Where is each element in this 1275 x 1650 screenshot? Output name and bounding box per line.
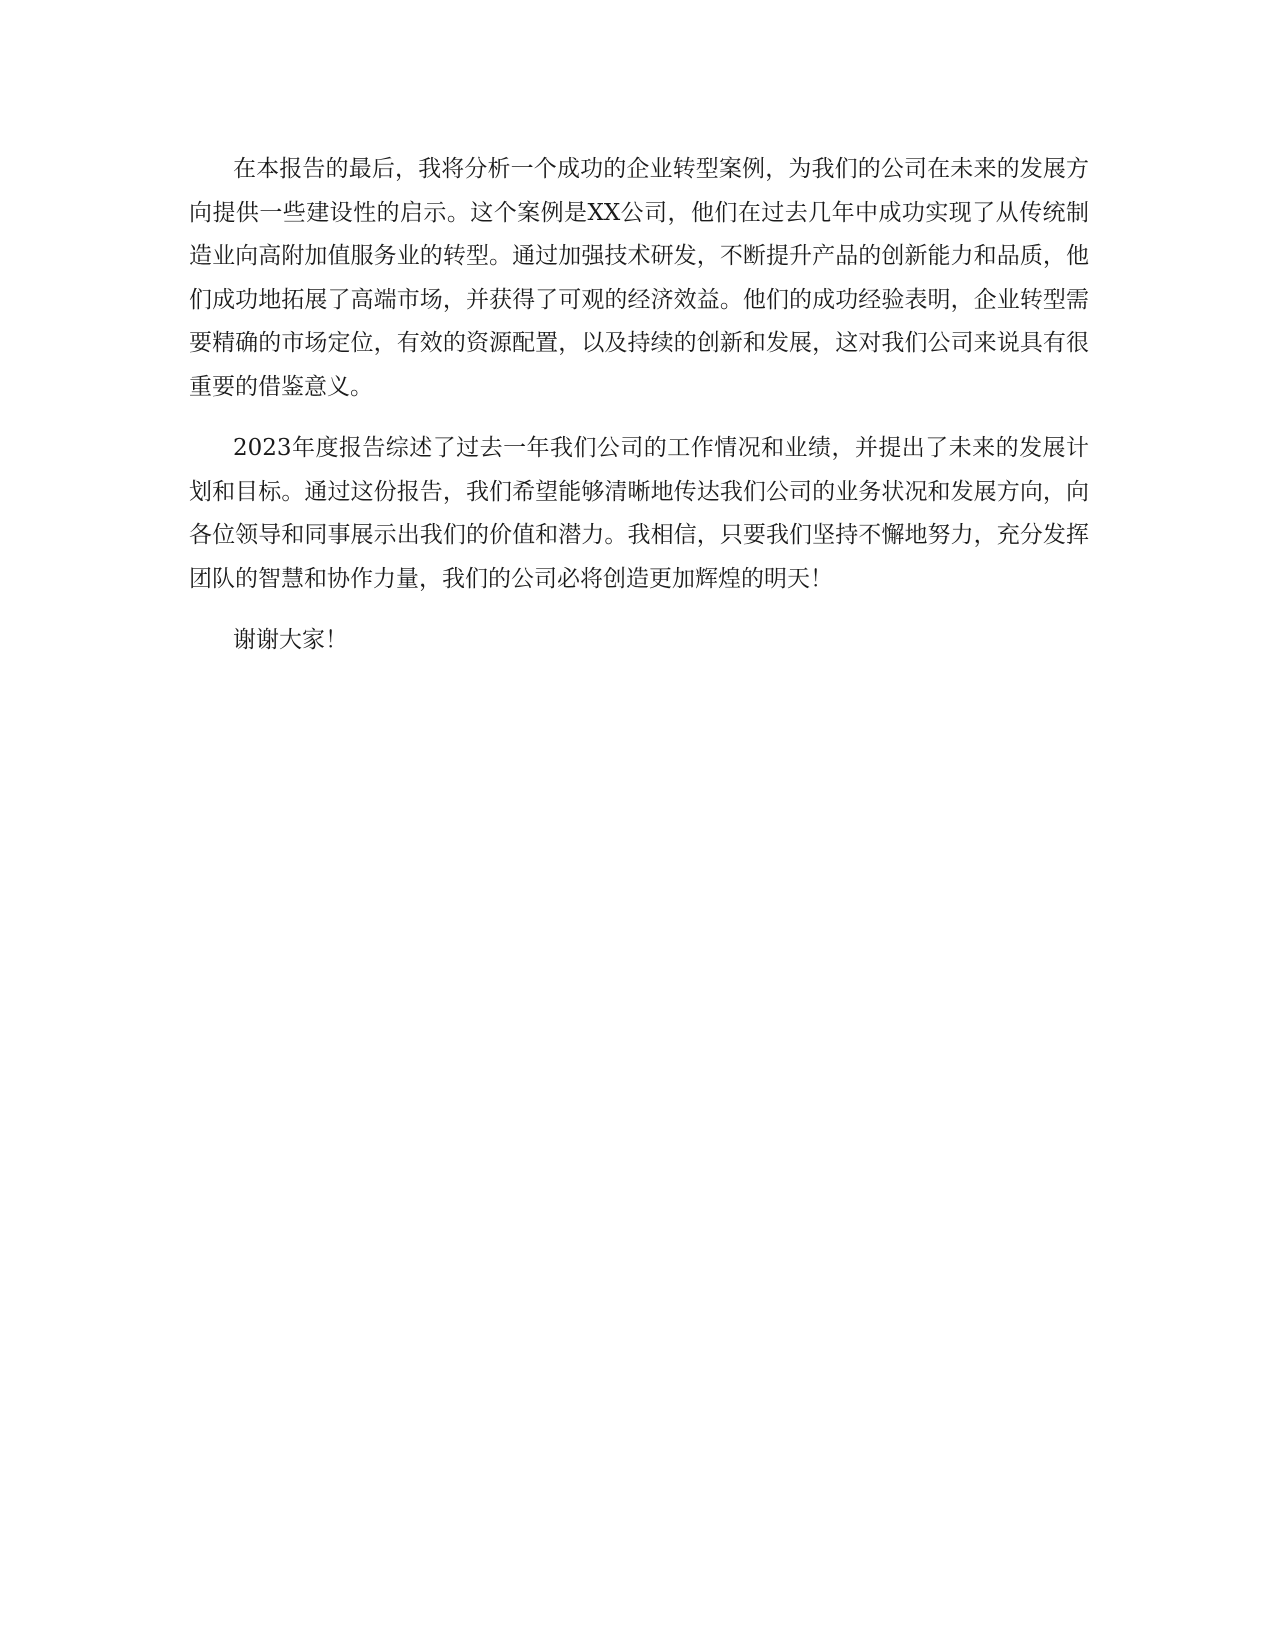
paragraph-case-study: 在本报告的最后，我将分析一个成功的企业转型案例，为我们的公司在未来的发展方向提供一些建设性的启示。这个案例是XX公司，他们在过去几年中成功实现了从传统制造业向高附加值服务业的转型。通过加强技术研发，不断提升产品的创新能力和品质，他们成功地拓展了高端市场，并获得了可观的经济效益。他们的成功经验表明，企业转型需要精确的市场定位，有效的资源配置，以及持续的创新和发展，这对我们公司来说具有很重要的借鉴意义。 [189,156,1089,400]
paragraph-thanks: 谢谢大家！ [233,627,348,653]
paragraph-summary: 2023年度报告综述了过去一年我们公司的工作情况和业绩，并提出了未来的发展计划和目标。通过这份报告，我们希望能够清晰地传达我们公司的业务状况和发展方向，向各位领导和同事展示出我们的价值和潜力。我相信，只要我们坚持不懈地努力，充分发挥团队的智慧和协作力量，我们的公司必将创造更加辉煌的明天！ [189,435,1089,592]
document-body [189,148,1089,681]
